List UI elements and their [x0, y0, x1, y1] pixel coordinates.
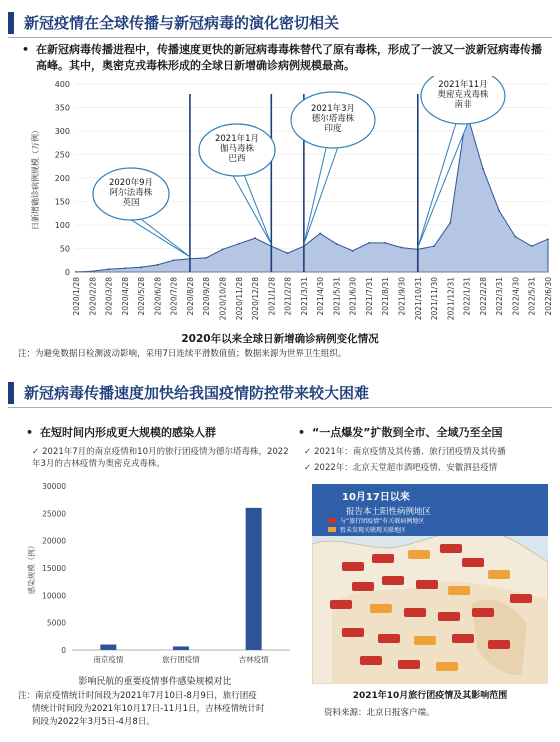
x-tick-label: 2020/6/28	[153, 277, 163, 316]
x-tick-label: 2022/4/30	[511, 277, 521, 316]
y-tick-label: 400	[54, 80, 70, 89]
data-point	[108, 268, 110, 270]
annotation-label: 奥密克戎毒株	[437, 90, 489, 100]
right-heading: • “一点爆发”扩散到全市、全域乃至全国	[298, 426, 503, 439]
category-label: 旅行团疫情	[162, 655, 200, 664]
y-tick-label: 10000	[42, 591, 66, 601]
x-tick-label: 2022/6/30	[544, 277, 553, 316]
x-tick-label: 2020/4/28	[120, 277, 130, 316]
data-point	[205, 257, 207, 259]
section-marker	[8, 382, 14, 404]
y-tick-label: 250	[54, 150, 70, 160]
annotation-label: 伽马毒株	[219, 144, 255, 154]
left-point: ✓ 2021年7月的南京疫情和10月的旅行团疫情为德尔塔毒株，2022年3月的吉林疫情为奥密克戎毒株。	[32, 447, 289, 469]
chart-title: 2020年以来全球日新增确诊病例变化情况	[181, 333, 379, 345]
bar	[100, 645, 116, 650]
map-illustration	[312, 484, 548, 684]
map-title-2: 报告本土阳性病例地区	[346, 507, 432, 517]
x-tick-label: 2021/5/31	[332, 277, 342, 316]
x-tick-label: 2021/2/28	[283, 277, 293, 316]
bullet-icon: •	[22, 43, 30, 56]
x-tick-label: 2021/6/30	[348, 277, 358, 316]
data-point	[449, 222, 451, 224]
x-tick-label: 2020/2/28	[88, 277, 98, 316]
data-point	[515, 236, 517, 238]
chart-note: 注：为避免数据日检测波动影响，采用7日连续平滑数值值；数据来源为世界卫生组织。	[18, 349, 347, 359]
data-point	[368, 242, 370, 244]
data-point	[124, 267, 126, 269]
china-outbreak-map	[312, 484, 548, 684]
y-axis-label: 日新增确诊病例规模（万例）	[31, 126, 40, 230]
data-point	[482, 168, 484, 170]
y-tick-label: 300	[54, 127, 70, 136]
right-point-1: ✓ 2021年：南京疫情及其传播、旅行团疫情及其传播	[304, 447, 506, 457]
legend-swatch-other	[328, 527, 336, 532]
legend-swatch-related	[328, 518, 336, 523]
data-point	[531, 245, 533, 247]
annotation-label: 南非	[454, 100, 472, 110]
data-point	[547, 238, 549, 240]
bullet-icon: •	[298, 426, 306, 439]
y-tick-label: 50	[59, 244, 70, 254]
left-heading: • 在短时间内形成更大规模的感染人群	[26, 426, 216, 439]
data-point	[352, 250, 354, 252]
map-legend-1: 与“旅行团疫情”有关联病例地区	[340, 518, 425, 525]
check-icon: ✓	[304, 447, 312, 457]
annotation-label: 英国	[122, 198, 140, 208]
annotation-label: 阿尔法毒株	[109, 188, 153, 198]
x-tick-label: 2022/2/28	[478, 277, 488, 316]
category-label: 吉林疫情	[238, 655, 269, 664]
section2-title: 新冠病毒传播速度加快给我国疫情防控带来较大困难	[24, 384, 370, 402]
bar-chart-caption: 影响民航的重要疫情事件感染规模对比	[78, 677, 232, 687]
section1-bullet: • 在新冠病毒传播进程中，传播速度更快的新冠病毒毒株替代了原有毒株，形成了一波又一波新冠病毒传播高峰。其中，奥密克戎毒株形成的全球日新增确诊病例规模最高。	[22, 43, 542, 72]
x-tick-label: 2020/1/28	[72, 277, 81, 316]
x-tick-label: 2021/10/31	[413, 277, 423, 321]
check-icon: ✓	[304, 463, 312, 473]
x-tick-label: 2021/3/31	[299, 277, 309, 316]
x-tick-label: 2021/4/30	[316, 277, 326, 316]
annotation-label: 德尔塔毒株	[311, 114, 355, 124]
section1-title: 新冠疫情在全球传播与新冠病毒的演化密切相关	[24, 14, 340, 32]
section1-header	[0, 8, 560, 38]
x-tick-label: 2021/12/31	[446, 277, 456, 321]
divider	[8, 407, 552, 408]
callout-pointer	[304, 144, 339, 244]
y-tick-label: 25000	[42, 509, 66, 519]
x-tick-label: 2021/9/30	[397, 277, 407, 316]
right-point-2: ✓ 2022年：北京天堂超市酒吧疫情、安徽泗县疫情	[304, 463, 498, 473]
section2-header	[0, 378, 560, 408]
map-caption: 2021年10月旅行团疫情及其影响范围	[352, 691, 508, 701]
data-point	[384, 242, 386, 244]
divider	[8, 37, 552, 38]
data-point	[222, 249, 224, 251]
y-tick-label: 15000	[42, 564, 66, 573]
y-tick-label: 0	[61, 646, 66, 655]
map-title-1: 10月17日以来	[342, 492, 410, 503]
x-tick-label: 2022/1/31	[462, 277, 472, 316]
check-icon: ✓	[32, 447, 40, 457]
x-tick-label: 2021/1/28	[267, 277, 277, 316]
callout-pointer	[231, 172, 271, 244]
y-tick-label: 100	[54, 221, 70, 230]
callout-pointer	[125, 216, 190, 257]
y-tick-label: 200	[54, 174, 70, 183]
x-tick-label: 2020/10/28	[218, 277, 228, 321]
bar	[173, 646, 189, 650]
data-point	[498, 210, 500, 212]
bar	[246, 508, 262, 650]
category-label: 南京疫情	[93, 655, 124, 664]
annotation-label: 巴西	[228, 154, 246, 164]
left-note: 注：南京疫情统计时间段为2021年7月10日-8月9日，旅行团疫 情统计时间段为2021年10月17日-11月1日，吉林疫情统计时 间段为2022年3月5日-4月8日。	[18, 691, 265, 727]
x-tick-label: 2021/7/31	[364, 277, 374, 316]
x-tick-label: 2020/5/28	[137, 277, 147, 316]
bullet-icon: •	[26, 426, 34, 439]
section-marker	[8, 12, 14, 34]
y-tick-label: 20000	[42, 536, 66, 546]
source-note: 资料来源：北京日报客户端。	[324, 708, 435, 718]
x-tick-label: 2021/8/31	[381, 277, 391, 316]
map-legend-2: 暂未发现关联现关联地区	[340, 527, 407, 534]
data-point	[254, 237, 256, 239]
annotation-label: 2021年11月	[438, 80, 488, 90]
x-tick-label: 2020/11/28	[234, 277, 244, 321]
x-tick-label: 2022/3/31	[495, 277, 505, 316]
data-point	[156, 264, 158, 266]
x-tick-label: 2020/3/28	[104, 277, 114, 316]
x-tick-label: 2020/12/28	[251, 277, 261, 321]
data-point	[173, 259, 175, 261]
global-cases-chart	[0, 76, 560, 330]
y-tick-label: 350	[54, 103, 70, 113]
x-tick-label: 2020/7/28	[169, 277, 179, 316]
x-tick-label: 2022/5/31	[527, 277, 537, 316]
data-point	[433, 245, 435, 247]
annotation-label: 2021年3月	[310, 104, 356, 114]
data-point	[238, 243, 240, 245]
y-tick-label: 5000	[46, 618, 66, 628]
annotation-label: 2020年9月	[108, 178, 154, 188]
data-point	[287, 252, 289, 254]
y-tick-label: 30000	[42, 482, 66, 491]
data-point	[401, 247, 403, 249]
data-point	[319, 233, 321, 235]
x-tick-label: 2020/9/28	[202, 277, 212, 316]
infection-scale-bar-chart	[20, 478, 300, 674]
y-axis-label: 感染规模（例）	[27, 541, 36, 595]
annotation-label: 印度	[324, 124, 342, 134]
annotation-label: 2021年1月	[214, 134, 260, 144]
data-point	[336, 243, 338, 245]
x-tick-label: 2020/8/28	[185, 277, 195, 316]
y-tick-label: 150	[54, 197, 70, 207]
y-tick-label: 0	[64, 268, 70, 277]
data-point	[140, 266, 142, 268]
x-tick-label: 2021/11/30	[430, 277, 440, 321]
